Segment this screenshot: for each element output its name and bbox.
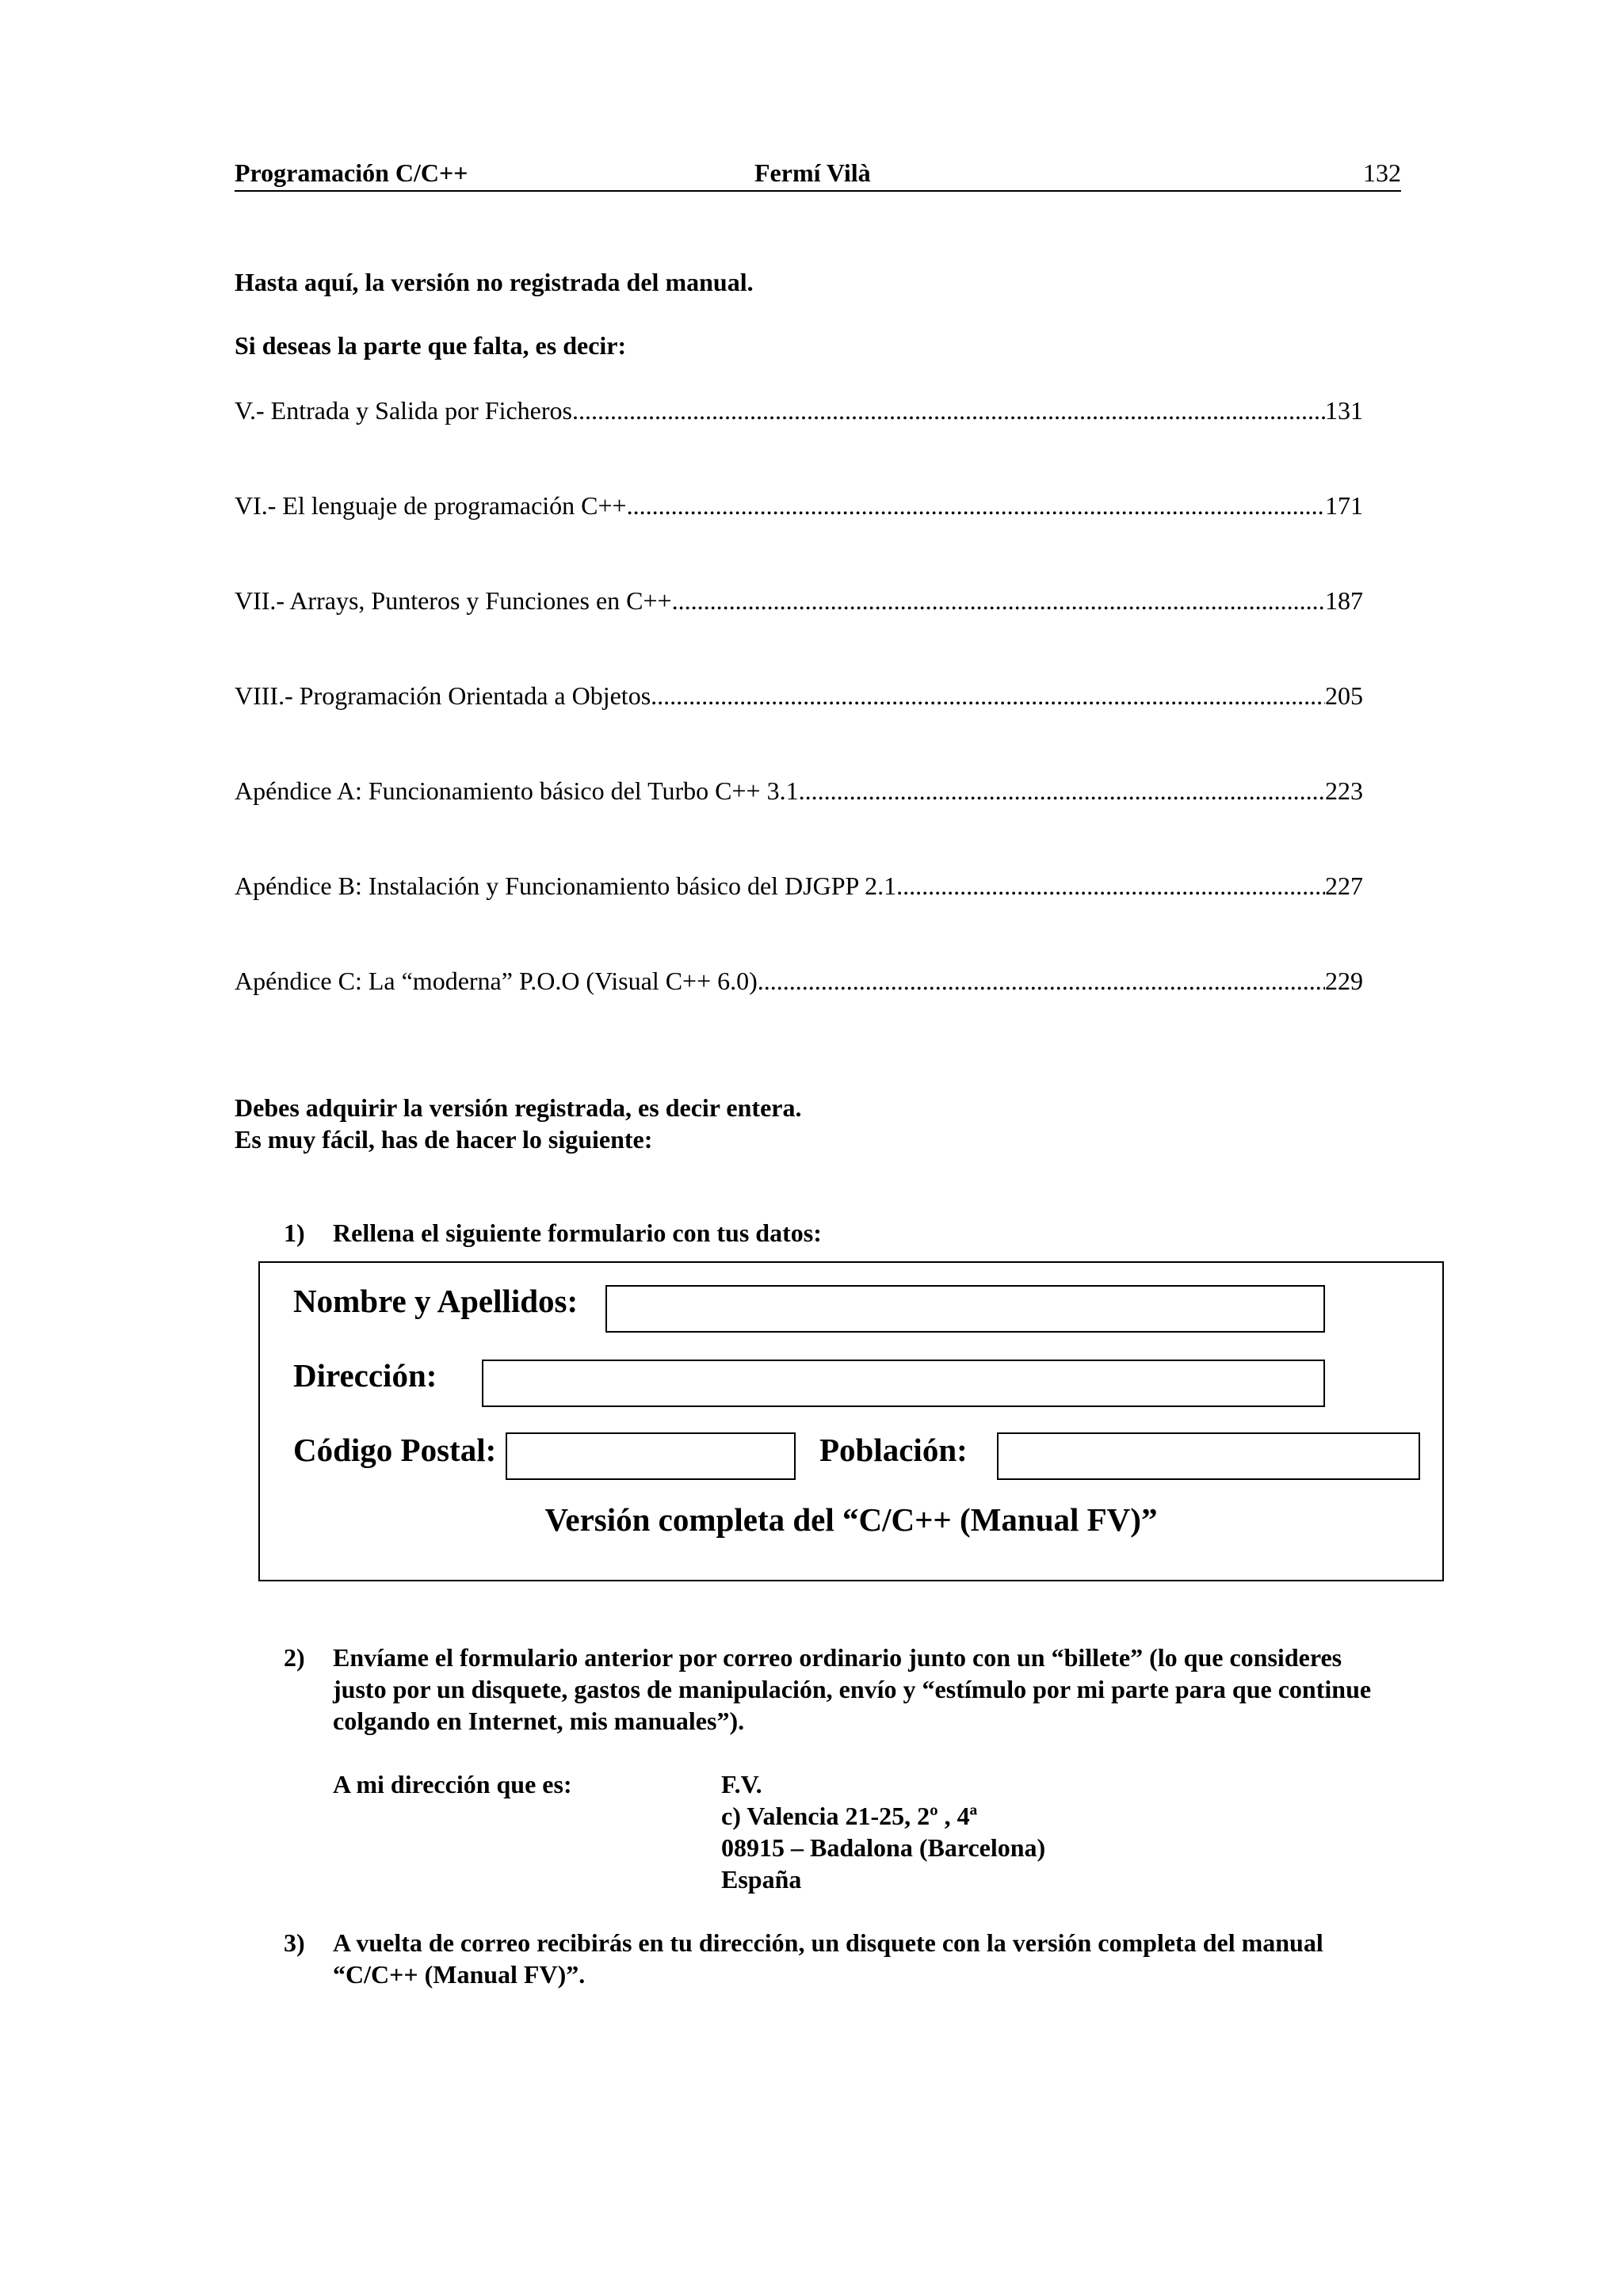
toc-entry xyxy=(235,965,1363,997)
step-3-number: 3) xyxy=(284,1928,305,1957)
page-header xyxy=(235,155,1401,192)
postal-code-label: Código Postal: xyxy=(293,1432,497,1468)
city-input[interactable] xyxy=(997,1432,1420,1480)
intro-line-1: Hasta aquí, la versión no registrada del manual. xyxy=(235,268,754,296)
toc-entry-page: 171 xyxy=(1325,491,1363,520)
name-label: Nombre y Apellidos: xyxy=(293,1283,579,1319)
address-input[interactable] xyxy=(482,1360,1325,1407)
acquire-line-1: Debes adquirir la versión registrada, es decir entera. xyxy=(235,1093,802,1122)
toc-entry-page: 131 xyxy=(1325,396,1363,425)
toc-entry-title: Apéndice C: La “moderna” P.O.O (Visual C++ 6.0) xyxy=(235,967,758,995)
toc-entry xyxy=(235,585,1363,616)
toc-entry-page: 227 xyxy=(1325,871,1363,900)
address-line-2: c) Valencia 21-25, 2º , 4ª xyxy=(721,1802,978,1830)
toc-entry-title: VII.- Arrays, Punteros y Funciones en C++ xyxy=(235,586,672,615)
toc-entry-title: VIII.- Programación Orientada a Objetos xyxy=(235,681,651,710)
toc-entry-title: V.- Entrada y Salida por Ficheros xyxy=(235,396,572,425)
step-1-text: Rellena el siguiente formulario con tus datos: xyxy=(333,1219,822,1247)
form-footer-title: Versión completa del “C/C++ (Manual FV)” xyxy=(544,1501,1158,1538)
toc-entry-page: 187 xyxy=(1325,586,1363,615)
toc-entry xyxy=(235,395,1363,426)
toc-entry-title: Apéndice A: Funcionamiento básico del Turbo C++ 3.1 xyxy=(235,776,799,805)
postal-code-input[interactable] xyxy=(506,1432,796,1480)
toc-entry-title: Apéndice B: Instalación y Funcionamiento básico del DJGPP 2.1 xyxy=(235,871,897,900)
step-3-text: A vuelta de correo recibirás en tu dirección, un disquete con la versión completa del manual “C/C++ (Manual FV)”. xyxy=(333,1928,1323,1989)
step-2-text: Envíame el formulario anterior por correo ordinario junto con un “billete” (lo que consideres justo por un disquete, gastos de manipulación, envío y “estímulo por mi parte para que continue colgando en Internet, mis manuales”). xyxy=(333,1643,1372,1735)
address-label: A mi dirección que es: xyxy=(333,1770,572,1798)
address-label: Dirección: xyxy=(293,1357,437,1394)
address-line-3: 08915 – Badalona (Barcelona) xyxy=(721,1833,1046,1862)
toc-entry-page: 205 xyxy=(1325,681,1363,710)
toc-entry xyxy=(235,490,1363,521)
header-page-number: 132 xyxy=(1363,158,1401,187)
step-2-number: 2) xyxy=(284,1643,305,1672)
toc-entry-page: 229 xyxy=(1325,967,1363,995)
city-label: Población: xyxy=(819,1432,968,1468)
registration-form xyxy=(258,1261,1444,1581)
acquire-line-2: Es muy fácil, has de hacer lo siguiente: xyxy=(235,1125,653,1154)
toc-entry-title: VI.- El lenguaje de programación C++ xyxy=(235,491,627,520)
header-title: Programación C/C++ xyxy=(235,158,468,187)
toc-entry xyxy=(235,775,1363,807)
toc-entry xyxy=(235,680,1363,711)
name-input[interactable] xyxy=(605,1285,1325,1333)
address-line-1: F.V. xyxy=(721,1770,762,1798)
address-line-4: España xyxy=(721,1865,802,1894)
step-1-number: 1) xyxy=(284,1219,305,1247)
toc-entry-page: 223 xyxy=(1325,776,1363,805)
intro-line-2: Si deseas la parte que falta, es decir: xyxy=(235,331,627,360)
toc-entry xyxy=(235,870,1363,902)
header-author: Fermí Vilà xyxy=(754,158,871,187)
